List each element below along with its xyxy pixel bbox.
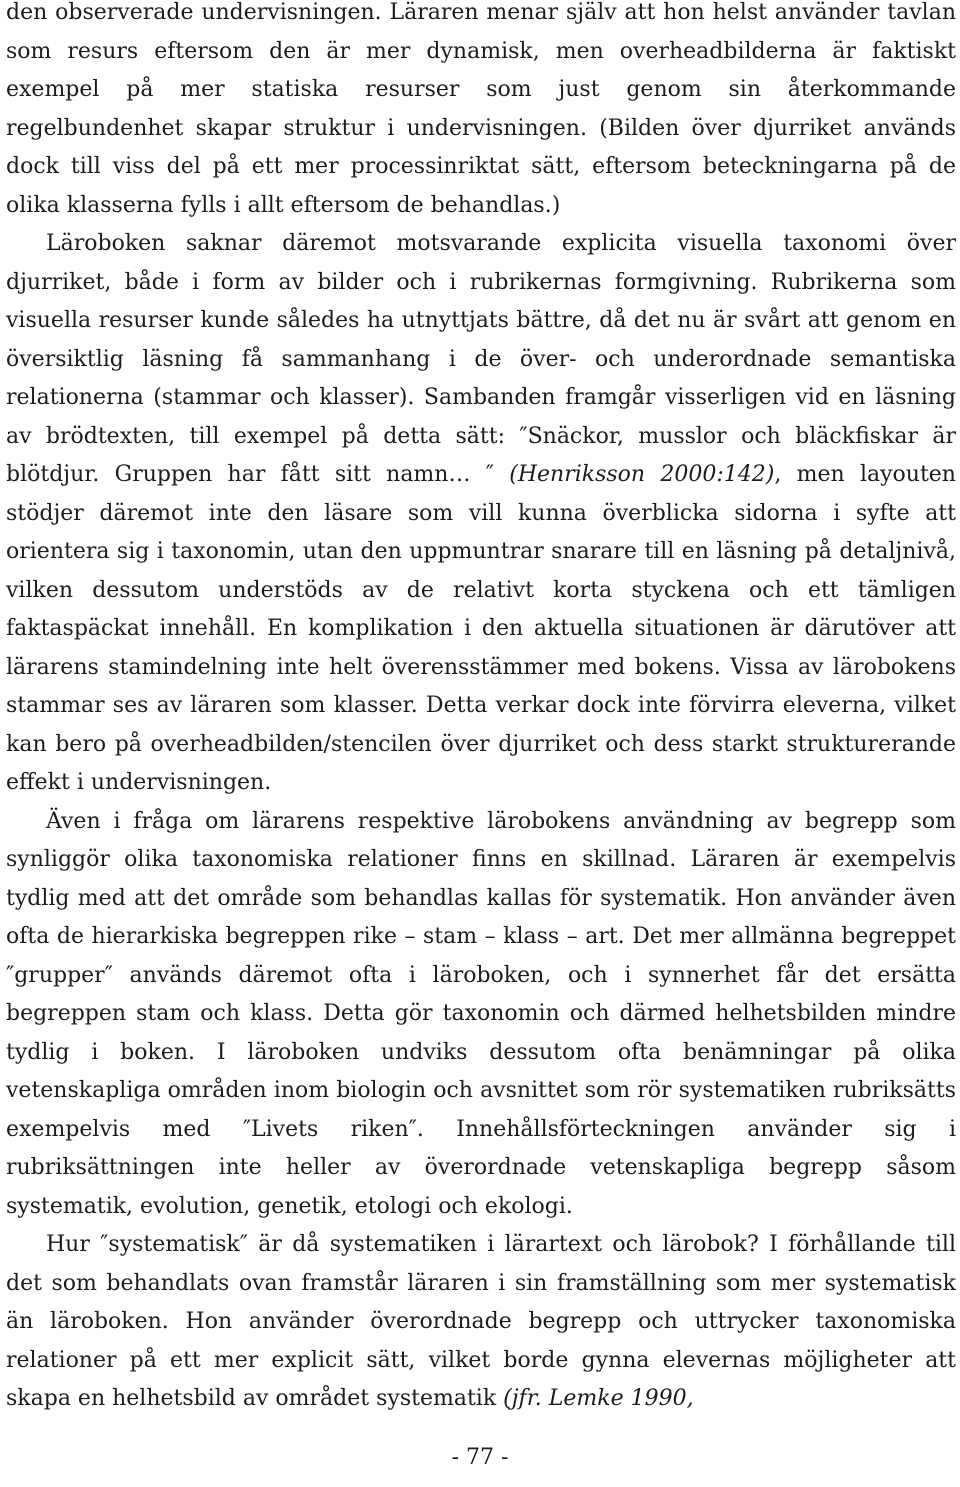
page-body	[6, 0, 956, 1419]
body-paragraph	[6, 225, 956, 803]
citation-text: (jfr. Lemke 1990,	[503, 1386, 694, 1411]
paragraph-text: den observerade undervisningen. Läraren menar själv att hon helst använder tavlan som resurs eftersom den är mer dynamisk, men overheadbilderna är faktiskt exempel på mer statiska resurser som just genom sin återkommande regelbundenhet skapar struktur i undervisningen. (Bilden över djurriket används dock till viss del på ett mer processinriktat sätt, eftersom beteckningarna på de olika klasserna fylls i allt eftersom de behandlas.)	[6, 0, 956, 218]
page-number: - 77 -	[451, 1445, 509, 1470]
paragraph-text: Även i fråga om lärarens respektive lärobokens användning av begrepp som synliggör olika taxonomiska relationer finns en skillnad. Läraren är exempelvis tydlig med att det område som behandlas kallas för systematik. Hon använder även ofta de hierarkiska begreppen rike – stam – klass – art. Det mer allmänna begreppet ″grupper″ används däremot ofta i läroboken, och i synnerhet får det ersätta begreppen stam och klass. Detta gör taxonomin och därmed helhetsbilden mindre tydlig i boken. I läroboken undviks dessutom ofta benämningar på olika vetenskapliga områden inom biologin och avsnittet som rör systematiken rubriksätts exempelvis med ″Livets riken″. Innehållsförteckningen använder sig i rubriksättningen inte heller av överordnade vetenskapliga begrepp såsom systematik, evolution, genetik, etologi och ekologi.	[6, 808, 956, 1219]
paragraph-text: Hur ″systematisk″ är då systematiken i lärartext och lärobok? I förhållande till det som behandlats ovan framstår läraren i sin framställning som mer systematisk än läroboken. Hon använder överordnade begrepp och uttrycker taxonomiska relationer på ett mer explicit sätt, vilket borde gynna elevernas möjligheter att skapa en helhetsbild av området systematik	[6, 1232, 956, 1411]
paragraph-text: , men layouten stödjer däremot inte den läsare som vill kunna överblicka sidorna i syfte att orientera sig i taxonomin, utan den uppmuntrar snarare till en läsning på detaljnivå, vilken dessutom understöds av de relativt korta styckena och ett tämligen faktaspäckat innehåll. En komplikation i den aktuella situationen är därutöver att lärarens stamindelning inte helt överensstämmer med bokens. Vissa av lärobokens stammar ses av läraren som klasser. Detta verkar dock inte förvirra eleverna, vilket kan bero på overheadbilden/stencilen över djurriket och dess starkt strukturerande effekt i undervisningen.	[6, 462, 956, 795]
body-paragraph	[6, 1226, 956, 1419]
citation-text: (Henriksson 2000:142)	[509, 462, 775, 487]
paragraph-text: Läroboken saknar däremot motsvarande explicita visuella taxonomi över djurriket, både i form av bilder och i rubrikernas formgivning. Rubrikerna som visuella resurser kunde således ha utnyttjats bättre, då det nu är svårt att genom en översiktlig läsning få sammanhang i de över- och underordnade semantiska relationerna (stammar och klasser). Sambanden framgår visserligen vid en läsning av brödtexten, till exempel på detta sätt: ″Snäckor, musslor och bläckfiskar är blötdjur. Gruppen har fått sitt namn… ″	[6, 231, 956, 487]
body-paragraph	[6, 803, 956, 1227]
body-paragraph	[6, 0, 956, 225]
